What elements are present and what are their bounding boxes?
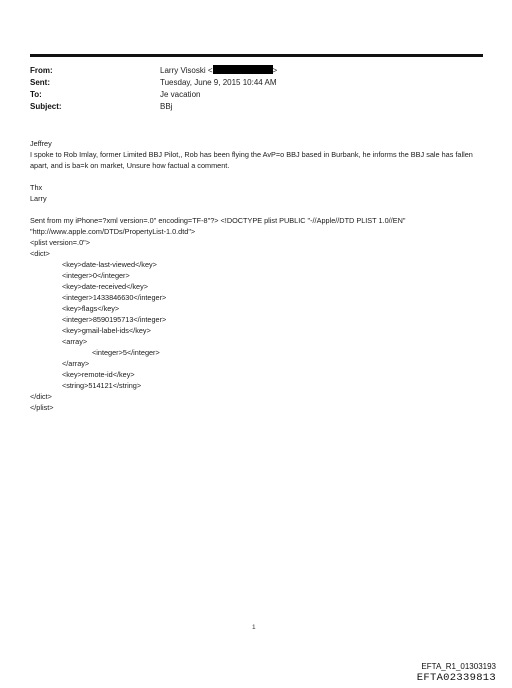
plist-line: <key>remote-id</key> xyxy=(62,370,135,379)
signoff-thx: Thx xyxy=(30,183,43,192)
signoff-name: Larry xyxy=(30,194,47,203)
plist-line: <key>flags</key> xyxy=(62,304,120,313)
email-header xyxy=(30,65,483,113)
bates-stamp xyxy=(417,662,496,684)
plist-line: <dict> xyxy=(30,249,50,258)
to-value: Je vacation xyxy=(160,90,201,99)
plist-line: <key>gmail-label-ids</key> xyxy=(62,326,151,335)
sent-value: Tuesday, June 9, 2015 10:44 AM xyxy=(160,78,277,87)
subject-value: BBj xyxy=(160,102,173,111)
plist-line: <integer>8590195713</integer> xyxy=(62,315,167,324)
redaction-block xyxy=(213,65,273,74)
page-number: 1 xyxy=(252,624,256,631)
plist-line: </dict> xyxy=(30,392,52,401)
from-suffix: > xyxy=(272,66,278,75)
plist-line: <key>date-received</key> xyxy=(62,282,148,291)
signature-line: "http://www.apple.com/DTDs/PropertyList-1.0.dtd"> xyxy=(30,227,196,236)
plist-line: </plist> xyxy=(30,403,54,412)
signature-line: Sent from my iPhone=?xml version=.0" encoding=TF-8"?> <!DOCTYPE plist PUBLIC "-//Apple//DTD PLIST 1.0//EN" xyxy=(30,216,406,225)
message-paragraph: I spoke to Rob Imlay, former Limited BBJ Pilot,, Rob has been flying the AvP=o BBJ based in Burbank, he informs the BBJ sale has fallen apart, and is ba=k on market, Unsure how factual a comment. xyxy=(30,150,473,170)
subject-label: Subject: xyxy=(30,102,62,111)
to-row xyxy=(30,89,483,101)
bates-number-primary: EFTA_R1_01303193 xyxy=(421,662,496,671)
plist-line: <array> xyxy=(62,337,88,346)
subject-row xyxy=(30,101,483,113)
plist-line: <integer>1433846630</integer> xyxy=(62,293,167,302)
email-body xyxy=(30,138,485,413)
to-label: To: xyxy=(30,90,42,99)
plist-line: <string>514121</string> xyxy=(62,381,142,390)
plist-line: <integer>5</integer> xyxy=(92,348,160,357)
plist-line: <plist version=.0"> xyxy=(30,238,90,247)
sent-row xyxy=(30,77,483,89)
plist-line: <key>date-last-viewed</key> xyxy=(62,260,157,269)
greeting: Jeffrey xyxy=(30,139,52,148)
sent-label: Sent: xyxy=(30,78,50,87)
from-label: From: xyxy=(30,66,53,75)
from-name: Larry Visoski < xyxy=(160,66,213,75)
from-row xyxy=(30,65,483,77)
plist-line: <integer>0</integer> xyxy=(62,271,130,280)
header-rule xyxy=(30,54,483,57)
bates-number-secondary: EFTA02339813 xyxy=(416,672,496,684)
plist-line: </array> xyxy=(62,359,90,368)
from-value xyxy=(160,65,483,77)
